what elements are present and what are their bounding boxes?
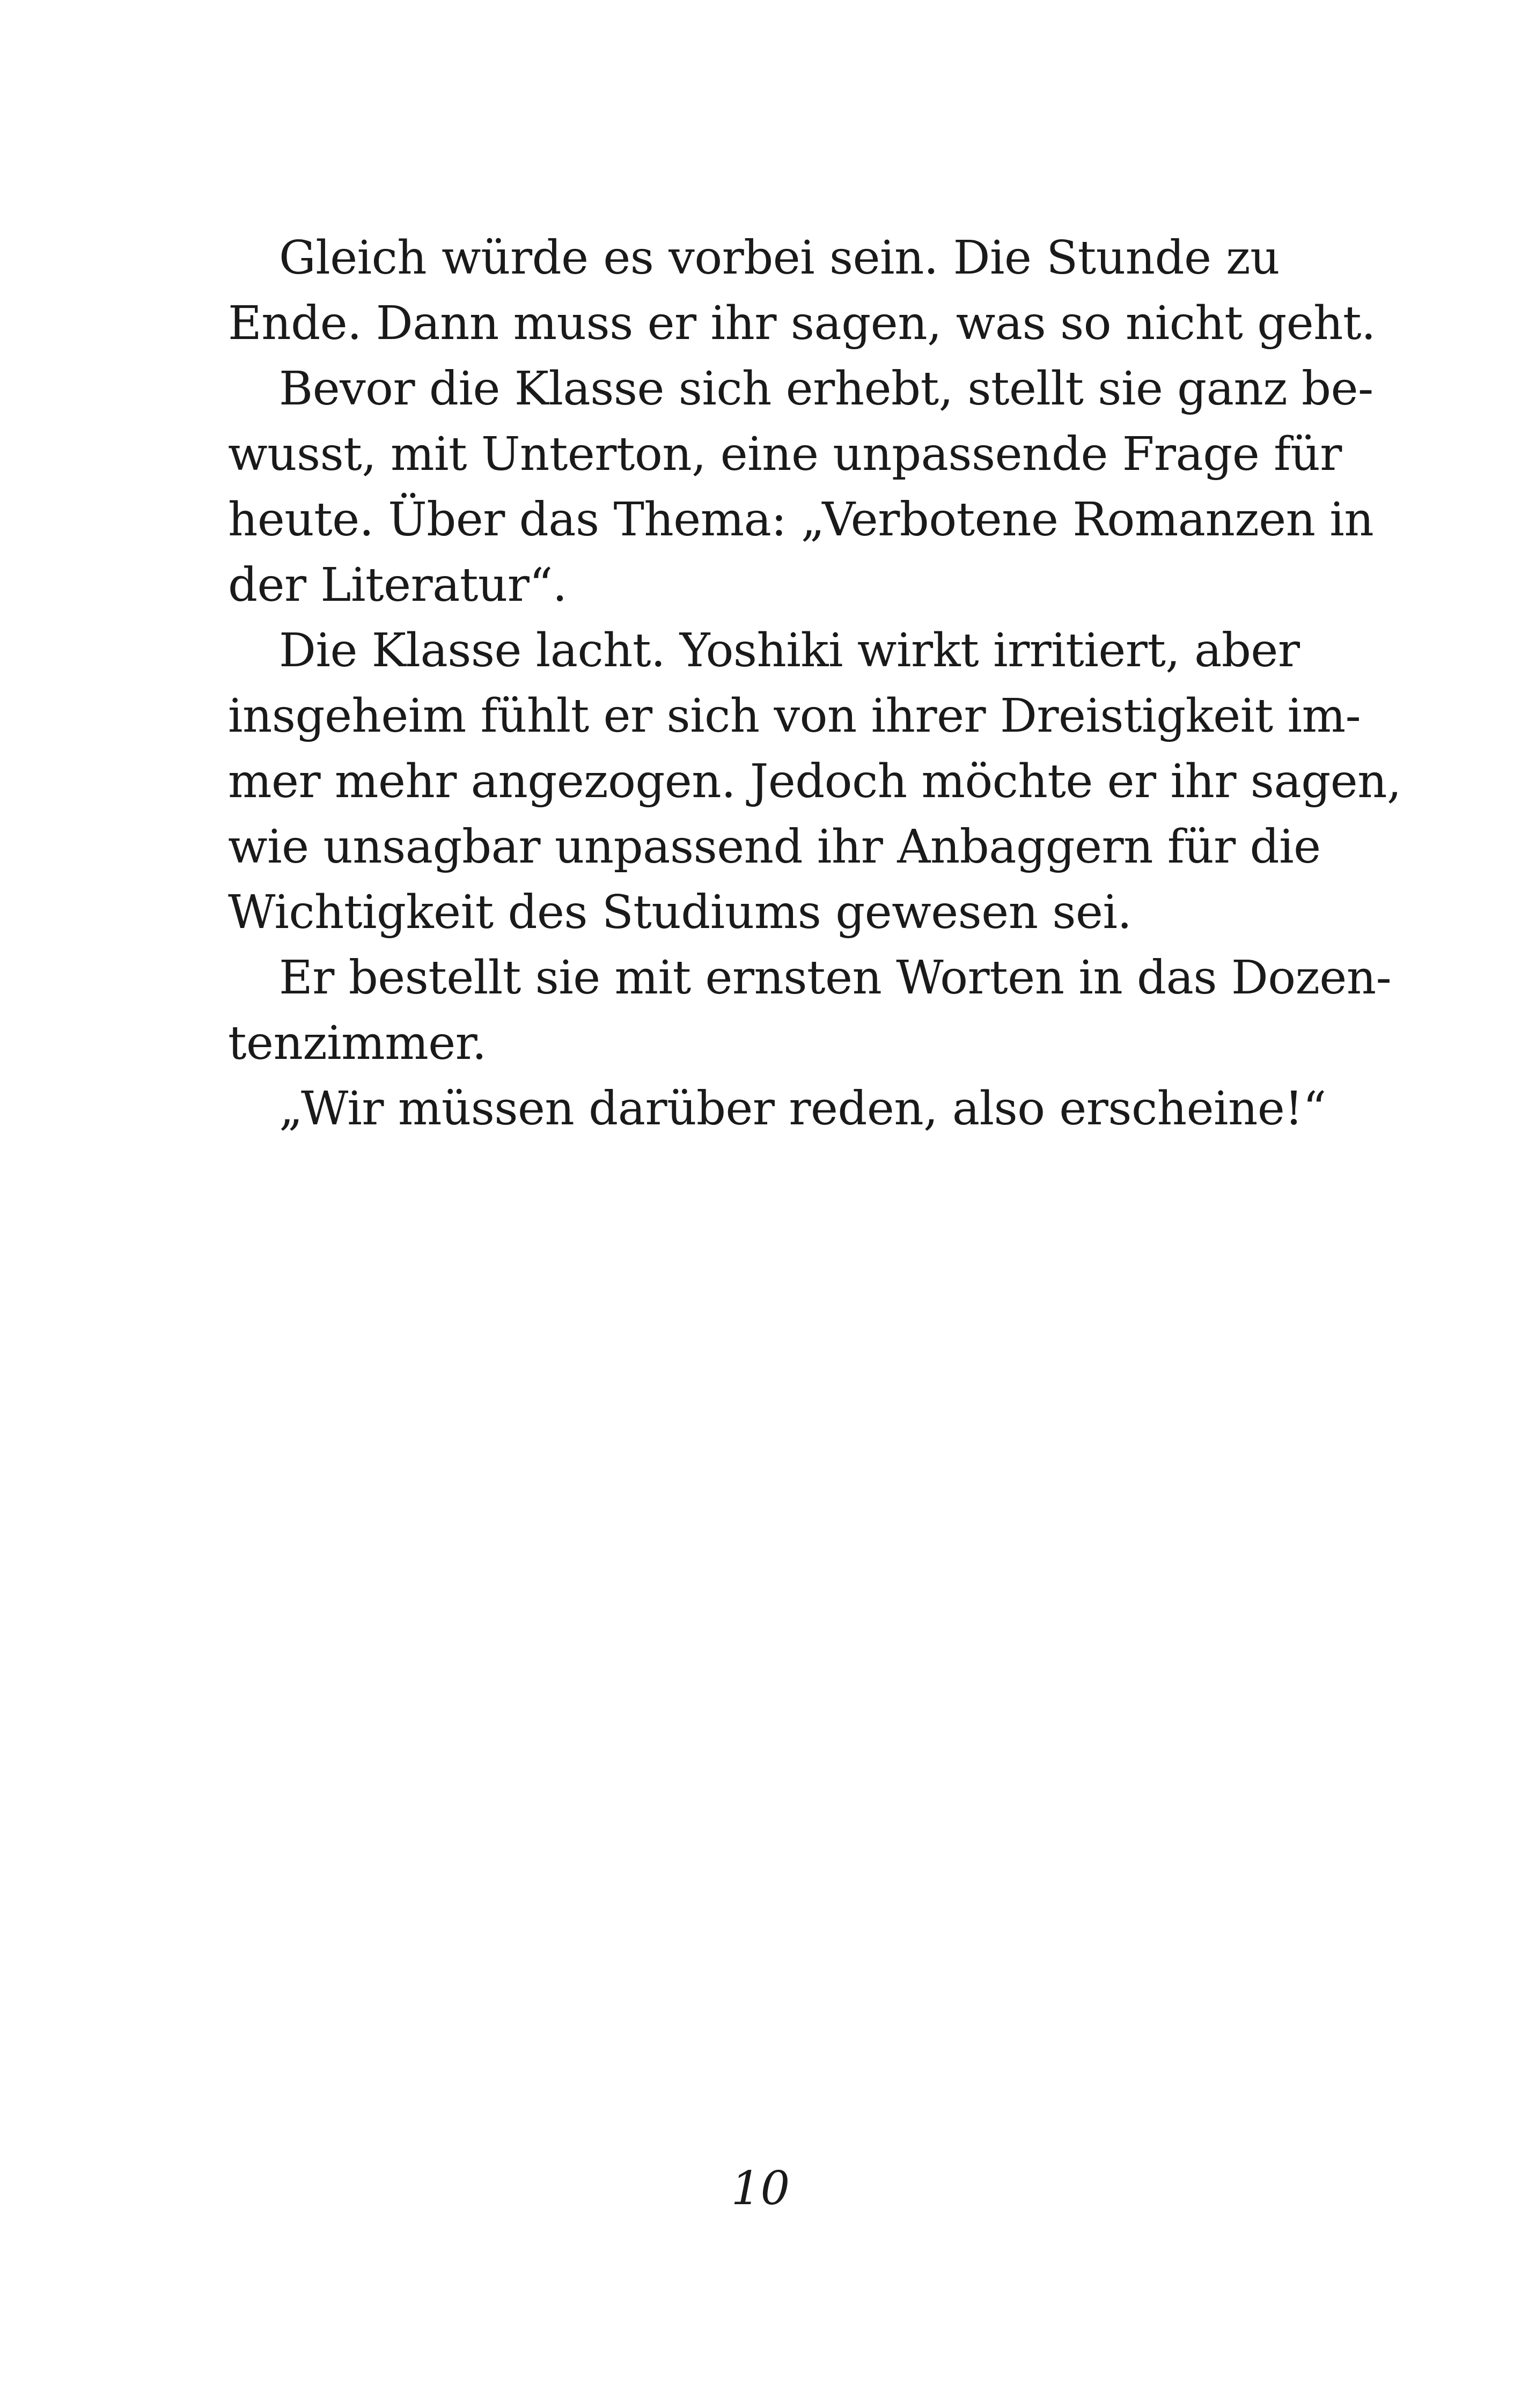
text-line: der Literatur“. xyxy=(228,558,567,612)
text-line: Ende. Dann muss er ihr sagen, was so nicht geht. xyxy=(228,297,1376,350)
body-text xyxy=(228,225,1401,1142)
page-number: 10 xyxy=(731,2162,790,2215)
text-line: heute. Über das Thema: „Verbotene Romanzen in xyxy=(228,493,1374,547)
text-line: „Wir müssen darüber reden, also erscheine!“ xyxy=(279,1082,1326,1136)
text-line: Bevor die Klasse sich erhebt, stellt sie ganz be- xyxy=(279,362,1373,416)
text-line: tenzimmer. xyxy=(228,1017,487,1070)
text-line: wusst, mit Unterton, eine unpassende Frage für xyxy=(228,428,1342,481)
text-line: wie unsagbar unpassend ihr Anbaggern für die xyxy=(228,820,1321,874)
text-line: Er bestellt sie mit ernsten Worten in das Dozen- xyxy=(279,951,1392,1005)
text-line: insgeheim fühlt er sich von ihrer Dreistigkeit im- xyxy=(228,689,1361,743)
text-line: Gleich würde es vorbei sein. Die Stunde zu xyxy=(279,231,1280,285)
text-line: mer mehr angezogen. Jedoch möchte er ihr sagen, xyxy=(228,755,1401,808)
text-line: Wichtigkeit des Studiums gewesen sei. xyxy=(228,886,1132,939)
text-line: Die Klasse lacht. Yoshiki wirkt irritiert, aber xyxy=(279,624,1300,678)
